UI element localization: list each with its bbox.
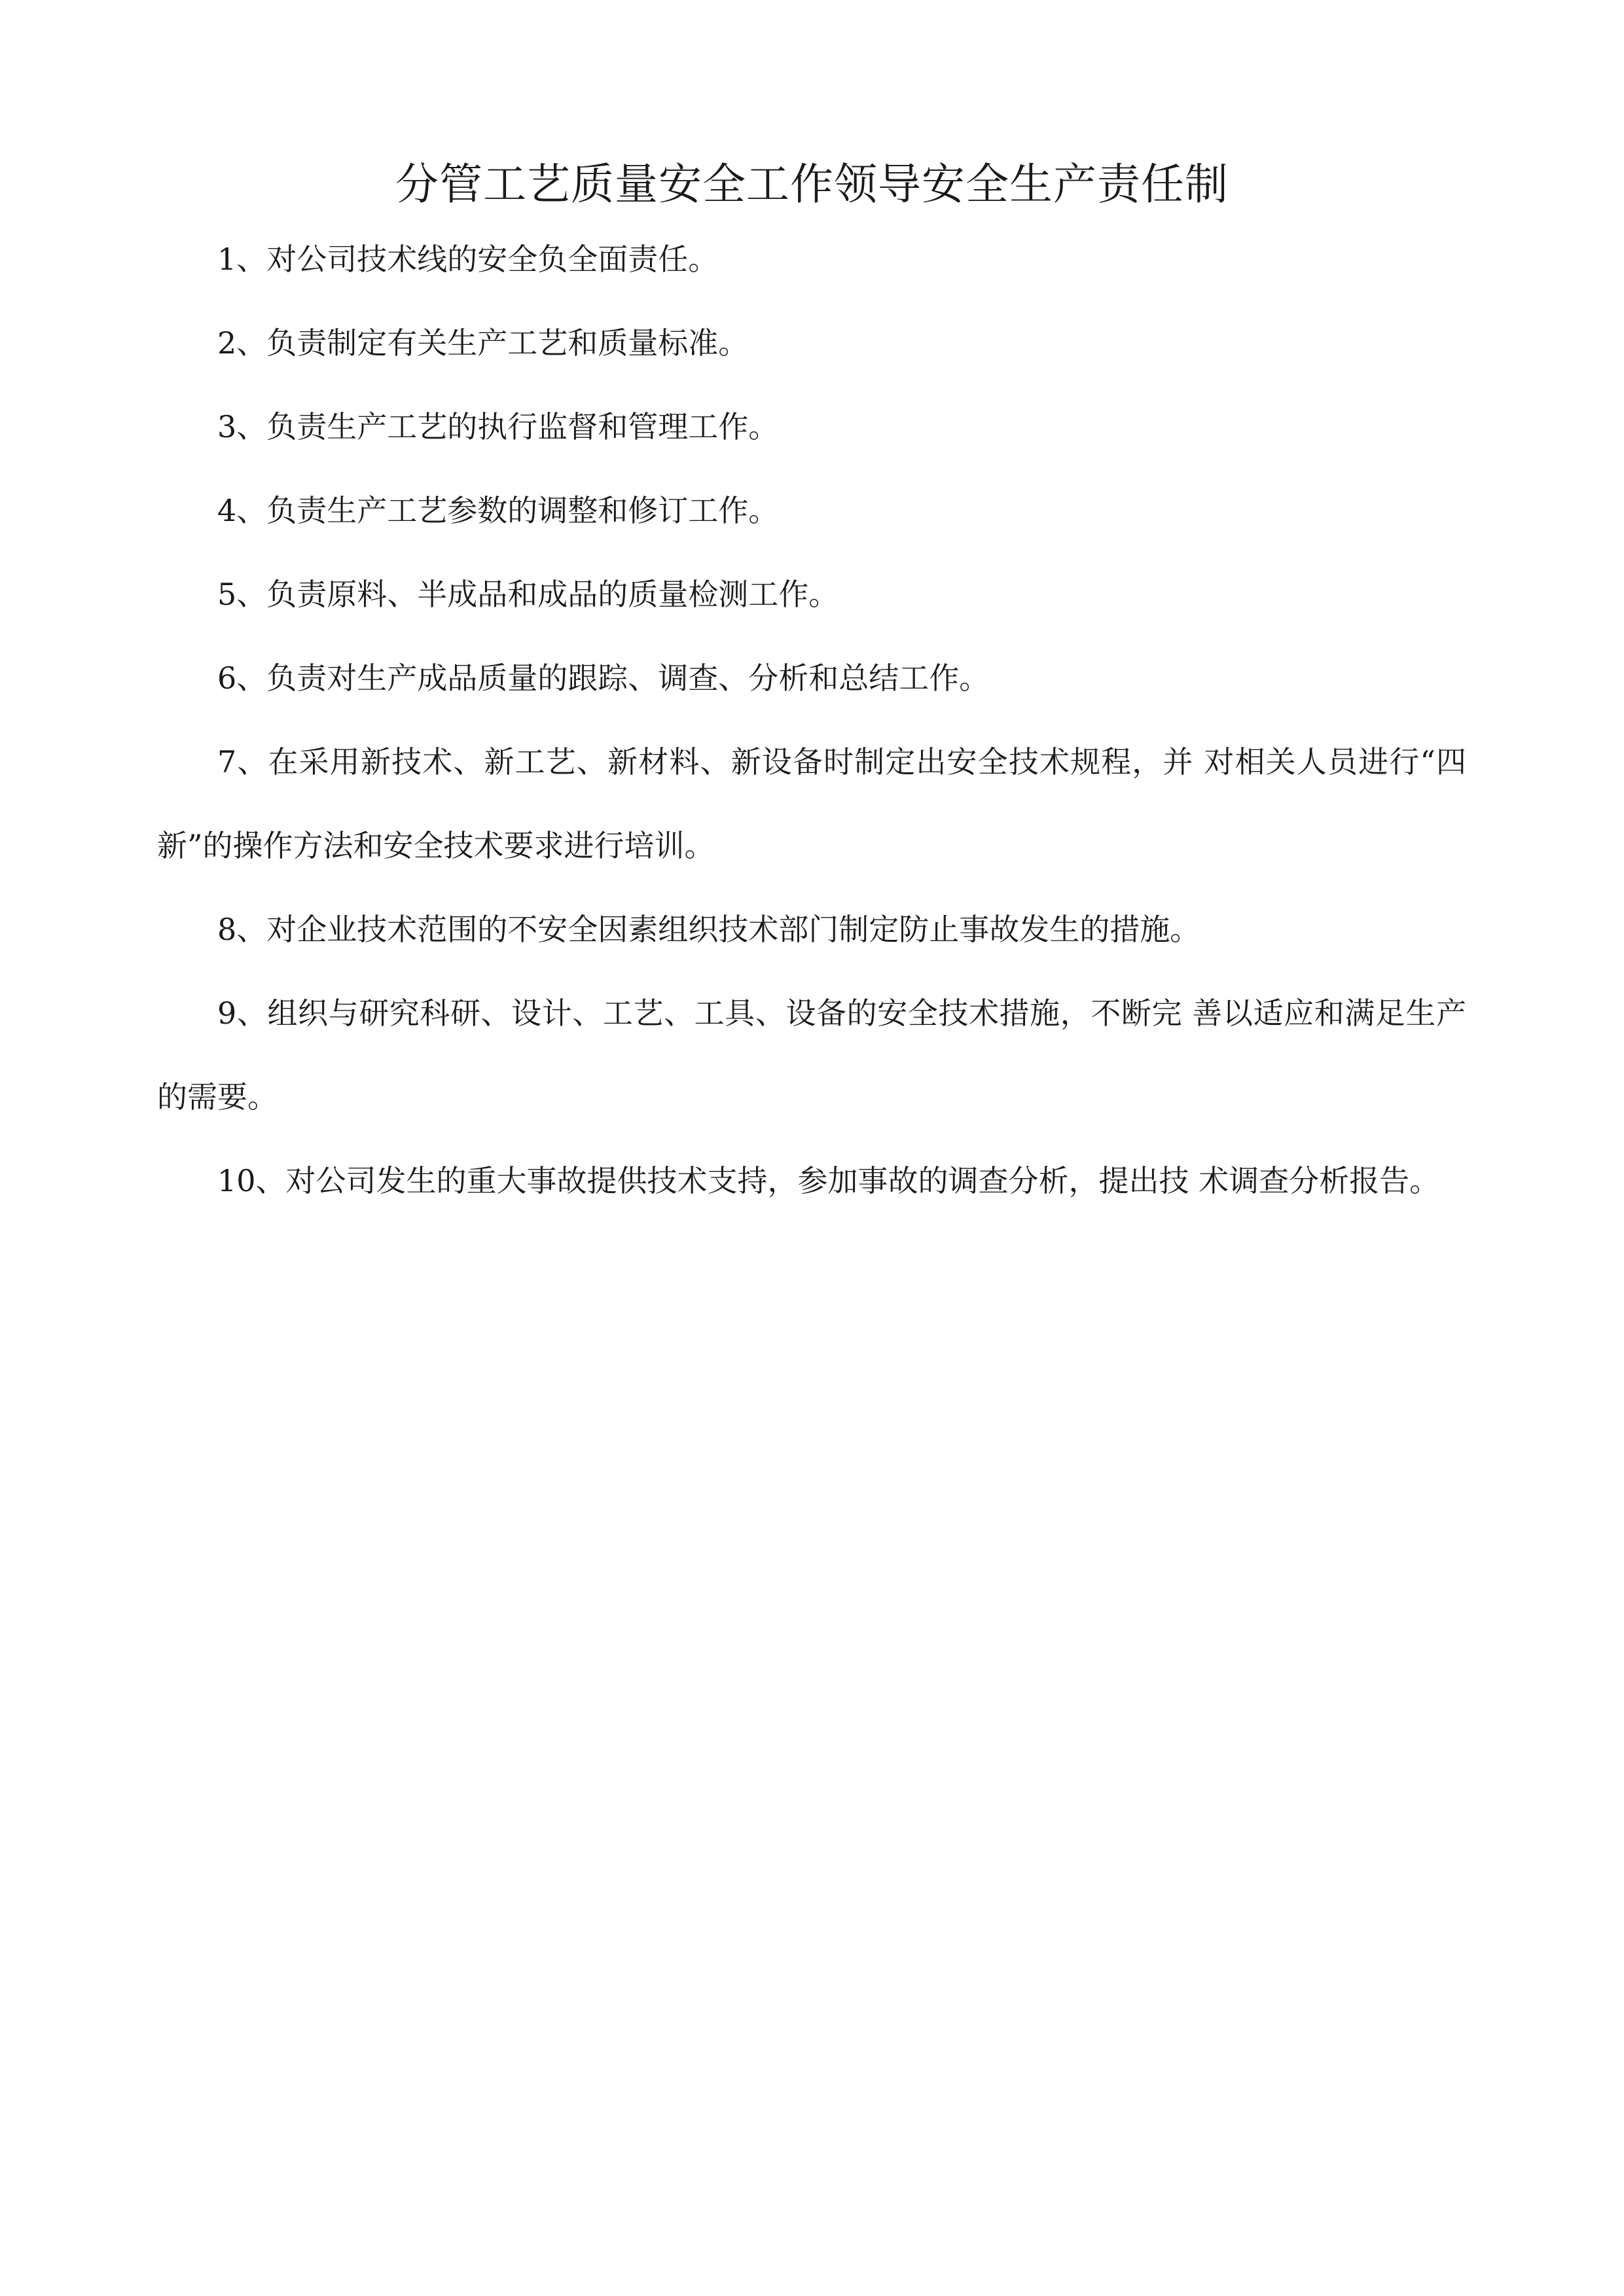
responsibility-item-4: 4、负责生产工艺参数的调整和修订工作。: [217, 493, 779, 528]
responsibility-item-8: 8、对企业技术范围的不安全因素组织技术部门制定防止事故发生的措施。: [217, 912, 1200, 947]
document-title: 分管工艺质量安全工作领导安全生产责任制: [395, 159, 1229, 209]
responsibility-item-10: 10、对公司发生的重大事故提供技术支持，参加事故的调查分析，提出技 术调查分析报告。: [217, 1163, 1440, 1198]
responsibility-item-9: 9、组织与研究科研、设计、工艺、工具、设备的安全技术措施，不断完 善以适应和满足生产的需要。: [157, 996, 1466, 1115]
responsibility-item-6: 6、负责对生产成品质量的跟踪、调查、分析和总结工作。: [217, 660, 990, 696]
responsibility-item-1: 1、对公司技术线的安全负全面责任。: [217, 242, 719, 277]
responsibility-item-3: 3、负责生产工艺的执行监督和管理工作。: [217, 409, 779, 444]
responsibility-item-2: 2、负责制定有关生产工艺和质量标准。: [217, 325, 749, 361]
responsibility-item-5: 5、负责原料、半成品和成品的质量检测工作。: [217, 577, 839, 612]
document-body: [157, 217, 1466, 1223]
responsibility-item-7: 7、在采用新技术、新工艺、新材料、新设备时制定出安全技术规程，并 对相关人员进行“四新”的操作方法和安全技术要求进行培训。: [157, 744, 1466, 863]
